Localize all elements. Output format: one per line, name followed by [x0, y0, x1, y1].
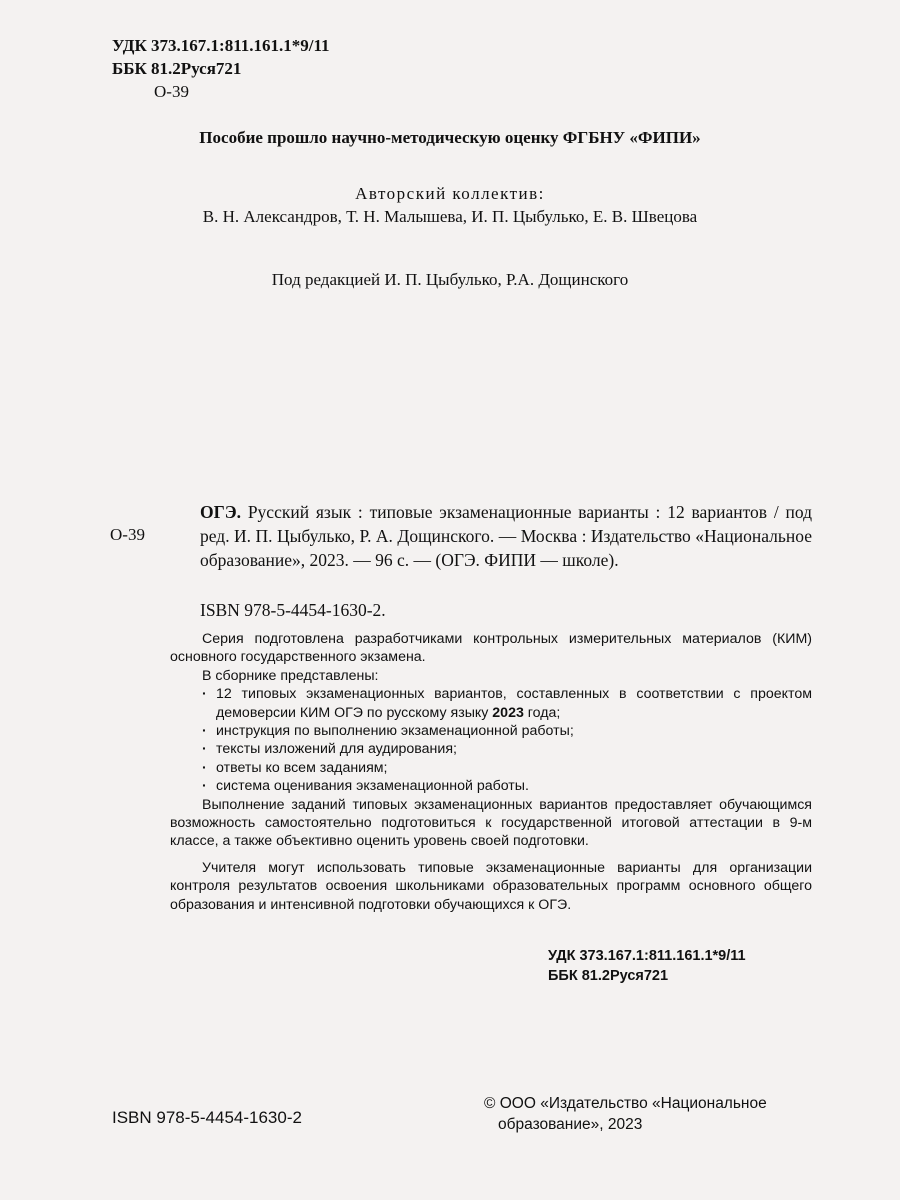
isbn-bottom: ISBN 978-5-4454-1630-2: [112, 1108, 302, 1127]
copyright-notice: [484, 1093, 767, 1135]
editors-line: Под редакцией И. П. Цыбулько, Р.А. Дощинского: [271, 270, 629, 289]
classification-codes-top: [112, 34, 330, 103]
copyright-line: © ООО «Издательство «Национальное: [484, 1095, 767, 1112]
udk-code: УДК 373.167.1:811.161.1*9/11: [112, 36, 330, 55]
bibliographic-author-mark: О-39: [110, 525, 145, 544]
list-item: · ответы ко всем заданиям;: [202, 759, 812, 777]
copyright-line: образование», 2023: [498, 1116, 643, 1133]
isbn-record: ISBN 978-5-4454-1630-2.: [200, 600, 386, 620]
list-item: · тексты изложений для аудирования;: [202, 740, 812, 758]
authors-list: В. Н. Александров, Т. Н. Малышева, И. П. Цыбулько, Е. В. Швецова: [202, 207, 698, 226]
annotation-paragraph: Выполнение заданий типовых экзаменационных вариантов предоставляет обучающимся возможность самостоятельно подготовиться к государственной итоговой аттестации в 9-м классе, а также объективно оценить уровень своей подготовки.: [170, 796, 812, 850]
bibliographic-lead: ОГЭ.: [200, 502, 241, 522]
bibliographic-record: [200, 500, 812, 572]
approval-note: Пособие прошло научно-методическую оценку ФГБНУ «ФИПИ»: [199, 128, 701, 147]
annotation-paragraph: Учителя могут использовать типовые экзаменационные варианты для организации контроля результатов освоения школьниками образовательных программ основного общего образования и интенсивной подготовки обучающихся к ОГЭ.: [170, 859, 812, 913]
bbk-code: ББК 81.2Руся721: [112, 59, 242, 78]
list-item: · система оценивания экзаменационной работы.: [202, 777, 812, 795]
author-mark: О-39: [154, 82, 189, 101]
list-item: [202, 685, 812, 722]
classification-codes-bottom: [548, 946, 746, 986]
bbk-code: ББК 81.2Руся721: [548, 968, 669, 984]
list-item-text: 12 типовых экзаменационных вариантов, составленных в соответствии с проектом демоверсии КИМ ОГЭ по русскому языку: [216, 686, 812, 721]
authors-heading: Авторский коллектив:: [355, 184, 545, 203]
list-item: · инструкция по выполнению экзаменационной работы;: [202, 722, 812, 740]
annotation-paragraph: Серия подготовлена разработчиками контрольных измерительных материалов (КИМ) основного государственного экзамена.: [170, 631, 812, 666]
annotation-paragraph: В сборнике представлены:: [202, 667, 379, 684]
bibliographic-text: Русский язык : типовые экзаменационные варианты : 12 вариантов / под ред. И. П. Цыбулько, Р. А. Дощинского. — Москва : Издательство «Национальное образование», 2023. — 96 с. — (ОГЭ. ФИПИ — школе).: [200, 502, 813, 570]
list-item-text: года;: [523, 704, 561, 721]
contents-list: [170, 685, 812, 795]
udk-code: УДК 373.167.1:811.161.1*9/11: [548, 948, 746, 964]
annotation: [170, 630, 812, 914]
year-text: 2023: [492, 704, 524, 721]
